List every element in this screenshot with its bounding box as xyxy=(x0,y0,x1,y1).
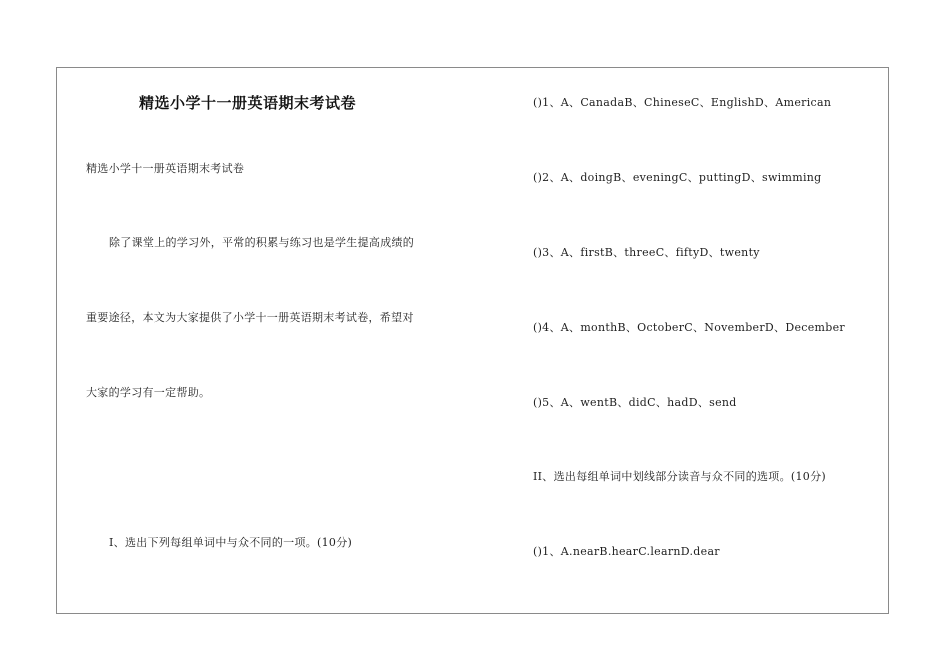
intro-line-2: 重要途径，本文为大家提供了小学十一册英语期末考试卷，希望对 xyxy=(86,311,414,324)
document-title: 精选小学十一册英语期末考试卷 xyxy=(139,94,357,112)
section1-heading: I、选出下列每组单词中与众不同的一项。(10分) xyxy=(109,536,353,549)
question-item: ()1、A、CanadaB、ChineseC、EnglishD、American xyxy=(533,96,832,109)
document-subtitle: 精选小学十一册英语期末考试卷 xyxy=(86,162,245,175)
section2-heading: II、选出每组单词中划线部分读音与众不同的选项。(10分) xyxy=(533,470,826,483)
page-border xyxy=(56,67,889,614)
intro-line-3: 大家的学习有一定帮助。 xyxy=(86,386,211,399)
question-item: ()3、A、firstB、threeC、fiftyD、twenty xyxy=(533,246,760,259)
intro-line-1: 除了课堂上的学习外，平常的积累与练习也是学生提高成绩的 xyxy=(109,236,415,249)
question-item: ()2、A、doingB、eveningC、puttingD、swimming xyxy=(533,171,822,184)
question-item: ()5、A、wentB、didC、hadD、send xyxy=(533,396,737,409)
question-item: ()4、A、monthB、OctoberC、NovemberD、December xyxy=(533,321,845,334)
question-item: ()1、A.nearB.hearC.learnD.dear xyxy=(533,545,720,558)
